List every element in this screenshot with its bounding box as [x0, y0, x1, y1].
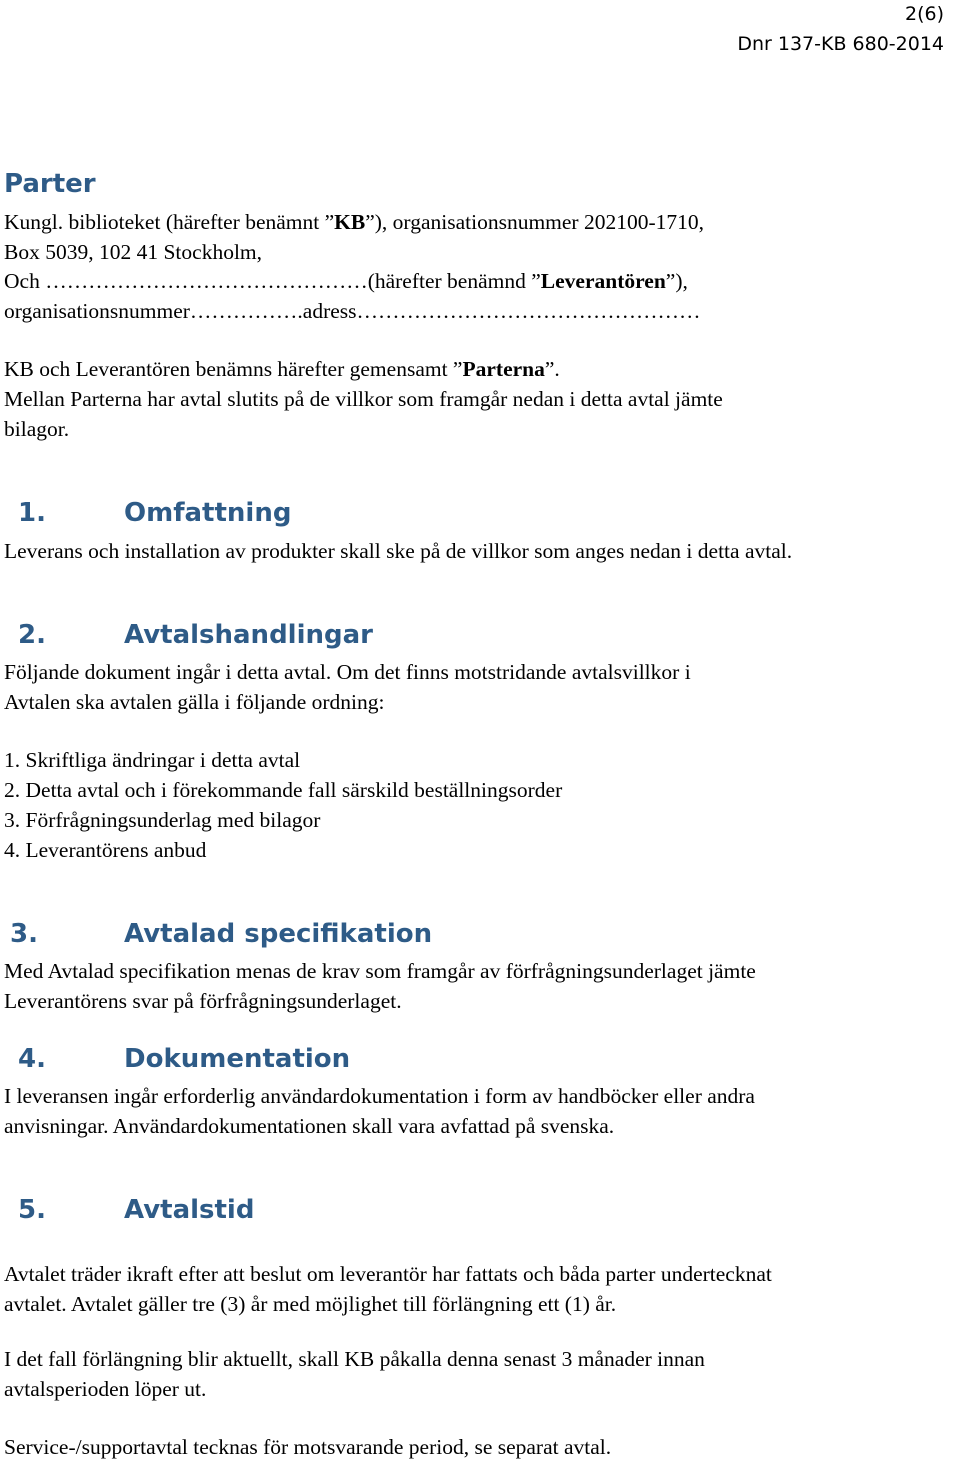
parter-line-5: KB och Leverantören benämns härefter gemensamt ”Parterna”.: [4, 357, 560, 381]
section-5-para-1-line-1: Avtalet träder ikraft efter att beslut om leverantör har fattats och båda parter undertecknat: [4, 1262, 772, 1286]
section-1-text: Leverans och installation av produkter skall ske på de villkor som anges nedan i detta avtal.: [4, 539, 793, 563]
parter-line-6: Mellan Parterna har avtal slutits på de villkor som framgår nedan i detta avtal jämte: [4, 387, 723, 411]
section-1-number: 1.: [18, 498, 46, 528]
section-5-number: 5.: [18, 1195, 46, 1225]
list-item: 1. Skriftliga ändringar i detta avtal: [4, 748, 301, 772]
list-item: 3. Förfrågningsunderlag med bilagor: [4, 808, 321, 832]
section-2-line-2: Avtalen ska avtalen gälla i följande ordning:: [4, 690, 385, 714]
section-5-heading: Avtalstid: [124, 1195, 255, 1225]
list-item: 4. Leverantörens anbud: [4, 838, 207, 862]
heading-parter: Parter: [4, 169, 96, 199]
parter-line-7: bilagor.: [4, 417, 70, 441]
parter-line-1: Kungl. biblioteket (härefter benämnt ”KB”), organisationsnummer 202100-1710,: [4, 210, 705, 234]
section-4-number: 4.: [18, 1044, 46, 1074]
parter-line-3: Och ………………………………………(härefter benämnd ”Leverantören”),: [4, 269, 688, 293]
parter-line-4: organisationsnummer…………….adress…………………………………………: [4, 299, 701, 323]
section-4-line-2: anvisningar. Användardokumentationen skall vara avfattad på svenska.: [4, 1114, 615, 1138]
section-4-heading: Dokumentation: [124, 1044, 351, 1074]
section-2-number: 2.: [18, 620, 46, 650]
section-4-line-1: I leveransen ingår erforderlig användardokumentation i form av handböcker eller andra: [4, 1084, 755, 1108]
parter-line-2: Box 5039, 102 41 Stockholm,: [4, 240, 263, 264]
section-2-heading: Avtalshandlingar: [124, 620, 373, 650]
section-5-para-3: Service-/supportavtal tecknas för motsvarande period, se separat avtal.: [4, 1435, 612, 1459]
section-3-line-2: Leverantörens svar på förfrågningsunderlaget.: [4, 989, 402, 1013]
section-5-para-1-line-2: avtalet. Avtalet gäller tre (3) år med möjlighet till förlängning ett (1) år.: [4, 1292, 617, 1316]
document-reference: Dnr 137-KB 680-2014: [737, 33, 944, 55]
section-1-heading: Omfattning: [124, 498, 292, 528]
section-3-heading: Avtalad specifikation: [124, 919, 433, 949]
section-2-line-1: Följande dokument ingår i detta avtal. Om det finns motstridande avtalsvillkor i: [4, 660, 691, 684]
section-5-para-2-line-1: I det fall förlängning blir aktuellt, skall KB påkalla denna senast 3 månader innan: [4, 1347, 705, 1371]
section-5-para-2-line-2: avtalsperioden löper ut.: [4, 1377, 207, 1401]
section-3-number: 3.: [10, 919, 38, 949]
list-item: 2. Detta avtal och i förekommande fall särskild beställningsorder: [4, 778, 563, 802]
section-3-line-1: Med Avtalad specifikation menas de krav som framgår av förfrågningsunderlaget jämte: [4, 959, 756, 983]
page-number: 2(6): [904, 3, 944, 25]
